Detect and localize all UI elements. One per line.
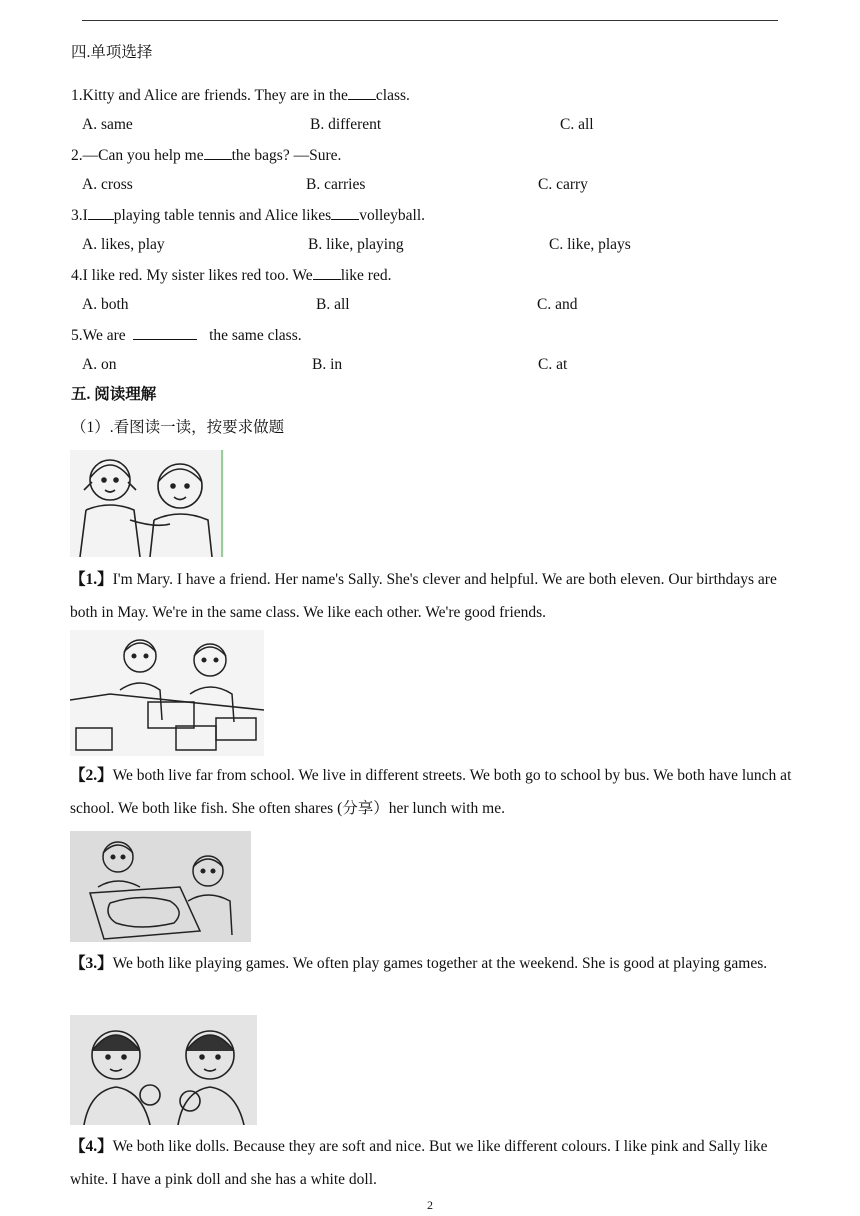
passage-4-text: We both like dolls. Because they are soft and nice. But we like different colours. I like pink and Sally like white. I have a pink doll and she has a white doll. — [70, 1138, 768, 1188]
q5-option-a: A. on — [82, 356, 117, 373]
q3-text-end: volleyball. — [359, 207, 426, 224]
two-girls-friends-illustration — [70, 450, 224, 557]
q4-text-end: like red. — [340, 267, 392, 284]
q3-option-c: C. like, plays — [549, 236, 631, 253]
section-title-reading: 五. 阅读理解 — [71, 386, 157, 403]
q4-text: 4.I like red. My sister likes red too. We — [71, 267, 313, 284]
q2-text: 2.—Can you help me — [71, 147, 204, 164]
reading-passage-3 — [70, 947, 805, 980]
q1-blank — [348, 85, 376, 100]
q4-option-a: A. both — [82, 296, 129, 313]
q1-text: 1.Kitty and Alice are friends. They are in the — [71, 87, 348, 104]
passage-3-number: 【3.】 — [70, 955, 113, 972]
q4-option-b: B. all — [316, 296, 350, 313]
page-number: 2 — [427, 1198, 433, 1212]
q5-text-end: the same class. — [209, 327, 302, 344]
q3-option-a: A. likes, play — [82, 236, 165, 253]
question-1 — [71, 85, 410, 106]
question-5 — [71, 325, 302, 346]
q1-option-b: B. different — [310, 116, 382, 133]
girls-with-dolls-illustration — [70, 1015, 257, 1125]
q5-blank — [133, 325, 197, 340]
q1-option-c: C. all — [560, 116, 594, 133]
passage-4-number: 【4.】 — [70, 1138, 113, 1155]
section-title-choice: 四.单项选择 — [71, 44, 153, 61]
q3-text: 3.I — [71, 207, 88, 224]
q1-option-a: A. same — [82, 116, 133, 133]
reading-passage-2 — [70, 759, 805, 825]
q2-option-a: A. cross — [82, 176, 133, 193]
girls-sharing-lunch-illustration — [70, 630, 264, 756]
q3-option-b: B. like, playing — [308, 236, 404, 253]
q3-blank-2 — [331, 205, 359, 220]
q5-option-c: C. at — [538, 356, 568, 373]
q4-blank — [313, 265, 341, 280]
q3-text-mid: playing table tennis and Alice likes — [113, 207, 332, 224]
passage-2-text: We both live far from school. We live in different streets. We both go to school by bus. We both have lunch at school. We both like fish. She often shares (分享）her lunch with me. — [70, 767, 792, 817]
q2-option-b: B. carries — [306, 176, 366, 193]
girls-playing-board-game-illustration — [70, 831, 251, 942]
q3-blank-1 — [88, 205, 114, 220]
header-rule — [82, 20, 778, 21]
q2-blank — [204, 145, 232, 160]
question-4 — [71, 265, 391, 286]
q5-text: 5.We are — [71, 327, 126, 344]
q2-text-end: the bags? —Sure. — [231, 147, 342, 164]
reading-instruction: （1）.看图读一读，按要求做题 — [71, 419, 285, 436]
reading-passage-1 — [70, 563, 805, 629]
question-3 — [71, 205, 425, 226]
q2-option-c: C. carry — [538, 176, 588, 193]
q5-option-b: B. in — [312, 356, 343, 373]
q4-option-c: C. and — [537, 296, 578, 313]
question-2 — [71, 145, 341, 166]
passage-2-number: 【2.】 — [70, 767, 113, 784]
q1-text-end: class. — [375, 87, 410, 104]
passage-3-text: We both like playing games. We often play games together at the weekend. She is good at playing games. — [112, 955, 768, 972]
passage-1-text: I'm Mary. I have a friend. Her name's Sally. She's clever and helpful. We are both eleven. Our birthdays are both in May. We're in the same class. We like each other. We're good friends. — [70, 571, 777, 621]
passage-1-number: 【1.】 — [70, 571, 113, 588]
reading-passage-4 — [70, 1130, 805, 1196]
